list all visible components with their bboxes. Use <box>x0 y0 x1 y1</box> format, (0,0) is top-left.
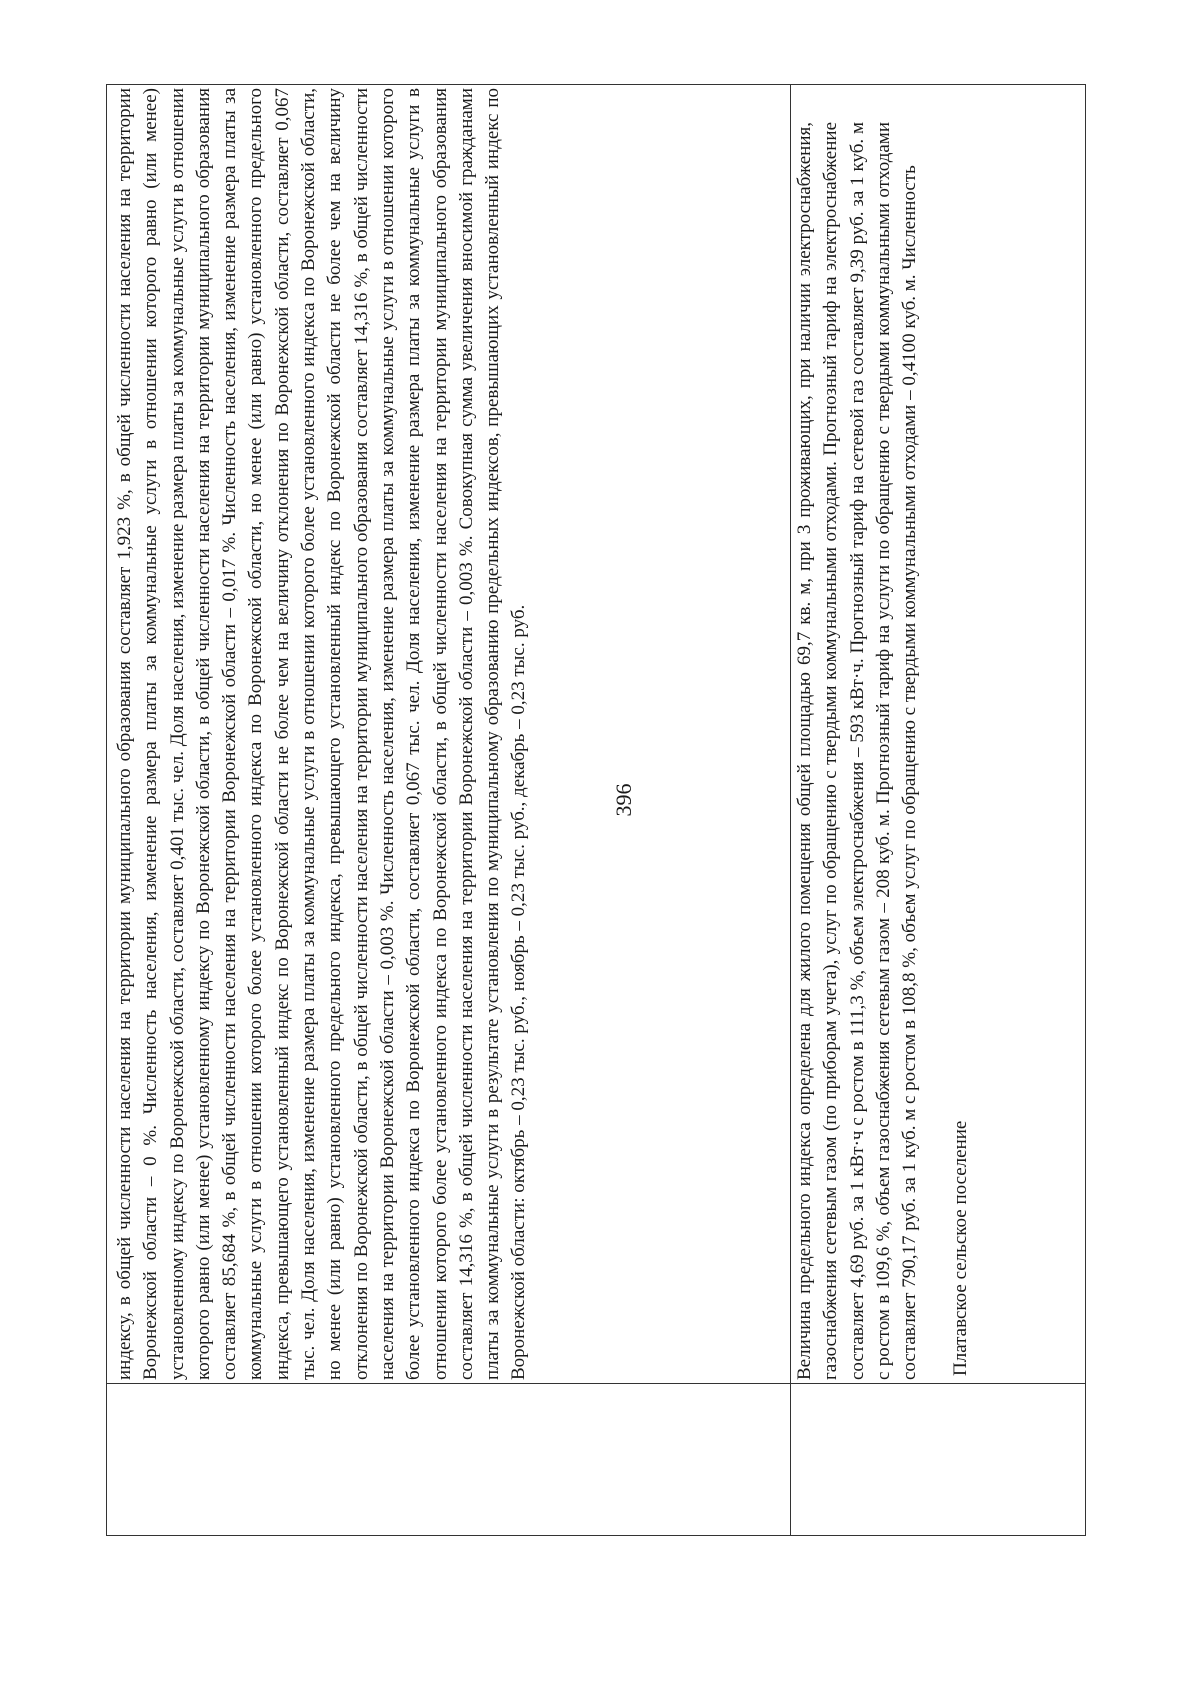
row-text-cell <box>106 84 788 1384</box>
settlement-name: Платавское сельское поселение <box>950 1120 971 1376</box>
page-number: 396 <box>611 783 636 817</box>
row-text-cell <box>889 1382 891 1534</box>
row-text-cell <box>788 116 996 1386</box>
row-name-cell <box>798 1388 1078 1528</box>
row-text: Величина предельного индекса определена для жилого помещения общей площадью 69,7 кв. м, при 3 проживающих, при наличии электроснабжения, газоснабжения сетевым газом (по приборам учета), услуг по обращению с твердыми коммунальными отходами. Прогнозный тариф на электроснабжение составляет 4,69 руб. за 1 кВт·ч с ростом в 111,3 %, объем электроснабжения – 593 кВт·ч. Прогнозный тариф на сетевой газ составляет 9,39 руб. за 1 куб. м с ростом в 109,6 %, объем газоснабжения сетевым газом – 208 куб. м. Прогнозный тариф на услуги по обращению с твердыми коммунальными отходами составляет 790,17 руб. за 1 куб. м с ростом в 108,8 %, объем услуг по обращению с твердыми коммунальными отходами – 0,4100 куб. м. Численность <box>794 122 921 1380</box>
row-text: индексу, в общей численности населения на территории муниципального образования составляет 1,923 %, в общей численности населения на территории Воронежской области – 0 %. Численность населения, изменение размера платы за коммунальные услуги в отношении которого равно (или менее) установленному индексу по Воронежской области, составляет 0,401 тыс. чел. Доля населения, изменение размера платы за коммунальные услуги в отношении которого равно (или менее) установленному индексу по Воронежской области, в общей численности населения на территории муниципального образования составляет 85,684 %, в общей численности населения на территории Воронежской области – 0,017 %. Численность населения, изменение размера платы за коммунальные услуги в отношении которого более установленного индекса по Воронежской области, но менее (или равно) установленного предельного индекса, превышающего установленный индекс по Воронежской области не более чем на величину отклонения по Воронежской области, составляет 0,067 тыс. чел. Доля населения, изменение размера платы за коммунальные услуги в отношении которого более установленного индекса по Воронежской области, но менее (или равно) установленного предельного индекса, превышающего установленный индекс по Воронежской области не более чем на величину отклонения по Воронежской области, в общей численности населения на территории муниципального образования составляет 14,316 %, в общей численности населения на территории Воронежской области – 0,003 %. Численность населения, изменение размера платы за коммунальные услуги в отношении которого более установленного индекса по Воронежской области, составляет 0,067 тыс. чел. Доля населения, изменение размера платы за коммунальные услуги в отношении которого более установленного индекса по Воронежской области, в общей численности населения на территории муниципального образования составляет 14,316 %, в общей численности населения на территории Воронежской области – 0,003 %. Совокупная сумма увеличения вносимой гражданами платы за коммунальные услуги в результате установления по муниципальному образованию предельных индексов, превышающих установленный индекс по Воронежской области: октябрь – 0,23 тыс. руб., ноябрь – 0,23 тыс. руб., декабрь – 0,23 тыс. руб. <box>114 88 530 1380</box>
